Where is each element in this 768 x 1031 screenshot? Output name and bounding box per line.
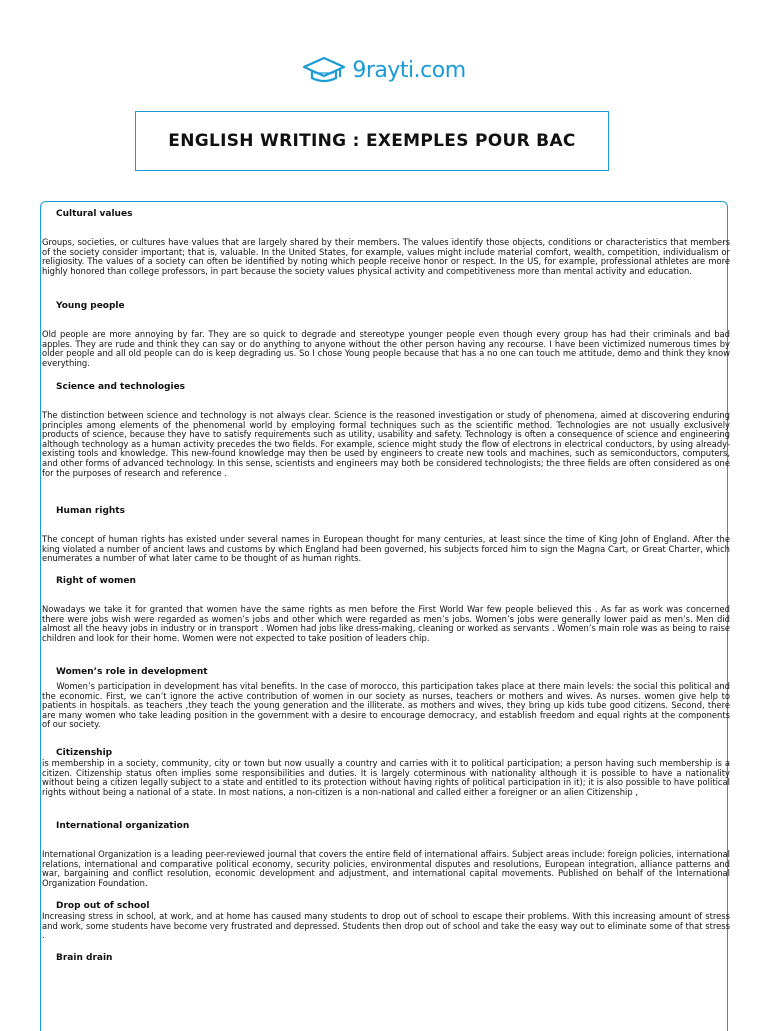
section-heading: Cultural values <box>56 209 133 219</box>
page-title: ENGLISH WRITING : EXEMPLES POUR BAC <box>168 131 576 151</box>
section-heading: International organization <box>56 821 190 831</box>
graduation-cap-icon <box>302 55 346 85</box>
section-cultural-values <box>42 209 730 276</box>
section-citizenship <box>42 748 730 797</box>
section-body: Old people are more annoying by far. They are so quick to degrade and stereotype younger people even though every group has had their criminals and bad apples. They are rude and think they can say or do anything to anyone without the other person having any recourse. I have been victimized numerous times by older people and all old people can do is keep degrading us. So I chose Young people because that has a no one can touch me attitude, demo and think they know everything. <box>42 329 730 368</box>
section-body: The distinction between science and technology is not always clear. Science is the reasoned investigation or study of phenomena, aimed at discovering enduring principles among elements of the phenomenal world by employing formal techniques such as the scientific method. Technologies are not usually exclusively products of science, because they have to satisfy requirements such as utility, usability and safety. Technology is often a consequence of science and engineering although technology as a human activity precedes the two fields. For example, science might study the flow of electrons in electrical conductors, by using already-existing tools and knowledge. This new-found knowledge may then be used by engineers to create new tools and machines, such as semiconductors, computers, and other forms of advanced technology. In this sense, scientists and engineers may both be considered technologists; the three fields are often considered as one for the purposes of research and reference . <box>42 410 730 478</box>
section-heading: Right of women <box>56 576 136 586</box>
section-heading: Drop out of school <box>56 901 150 911</box>
section-heading: Science and technologies <box>56 382 186 392</box>
section-body: Women’s participation in development has vital benefits. In the case of morocco, this participation takes place at there main levels: the social this political and the economic. First, we can’t ignore the active contribution of women in our society as nurses, teachers or mothers and wives. As nurses. women give help to patients in hospitals. as teachers ,they teach the young generation and the illiterate. as mothers and wives, they bring up kids tube good citizens. Second, there are many women who take leading position in the government with a desire to encourage democracy, and establish freedom and equal rights at the components of our society. <box>42 681 733 730</box>
section-heading: Citizenship <box>56 748 113 758</box>
section-heading: Brain drain <box>56 953 113 963</box>
section-body: The concept of human rights has existed under several names in European thought for many centuries, at least since the time of King John of England. After the king violated a number of ancient laws and customs by which England had been governed, his subjects forced him to sign the Magna Cart, or Great Charter, which enumerates a number of what later came to be thought of as human rights. <box>42 534 730 564</box>
section-heading: Human rights <box>56 506 125 516</box>
section-brain-drain <box>42 953 730 964</box>
logo-text: 9rayti.com <box>352 57 466 83</box>
section-body: Increasing stress in school, at work, and at home has caused many students to drop out of school to escape their problems. With this increasing amount of stress and work, some students have become very frustrated and depressed. Students then drop out of school and take the easy way out to eliminate some of that stress . <box>42 911 730 941</box>
section-international-organization <box>42 821 730 888</box>
section-drop-out <box>42 901 730 941</box>
section-heading: Young people <box>56 301 125 311</box>
section-young-people <box>42 301 730 368</box>
section-right-of-women <box>42 576 730 643</box>
section-body: Nowadays we take it for granted that women have the same rights as men before the First World War few people believed this . As far as work was concerned there were jobs wish were regarded as women’s jobs and other which were regarded as men’s jobs. Women’s jobs were generally lower paid as men’s. Men did almost all the heavy jobs in industry or in transport . Women had jobs like dress-making, cleaning or worked as servants . Women’s main role was as being to raise children and look for their home. Women were not expected to take position of leaders chip. <box>42 604 730 643</box>
title-box <box>135 111 609 171</box>
section-body: Groups, societies, or cultures have values that are largely shared by their members. The values identify those objects, conditions or characteristics that members of the society consider important; that is, valuable. In the United States, for example, values might include material comfort, wealth, competition, individualism or religiosity. The values of a society can often be identified by noting which people receive honor or respect. In the US, for example, professional athletes are more highly honored than college professors, in part because the society values physical activity and competitiveness more than mental activity and education. <box>42 237 730 276</box>
section-body: is membership in a society, community, city or town but now usually a country and carries with it to political participation; a person having such membership is a citizen. Citizenship status often implies some responsibilities and duties. It is largely coterminous with nationality although it is possible to have a nationality without being a citizen legally subject to a state and entitled to its protection without having rights of political participation in it); it is also possible to have political rights without being a national of a state. In most nations, a non-citizen is a non-national and called either a foreigner or an alien Citizenship , <box>42 758 730 797</box>
logo[interactable] <box>0 50 768 90</box>
section-heading: Women’s role in development <box>56 667 208 677</box>
section-womens-role <box>42 667 733 730</box>
section-science-technologies <box>42 382 730 478</box>
section-human-rights <box>42 506 730 564</box>
section-body: International Organization is a leading peer-reviewed journal that covers the entire field of international affairs. Subject areas include: foreign policies, international relations, international and comparative political economy, security policies, environmental disputes and resolutions, European integration, alliance patterns and war, bargaining and conflict resolution, economic development and adjustment, and international capital movements. Published on behalf of the International Organization Foundation. <box>42 849 730 888</box>
